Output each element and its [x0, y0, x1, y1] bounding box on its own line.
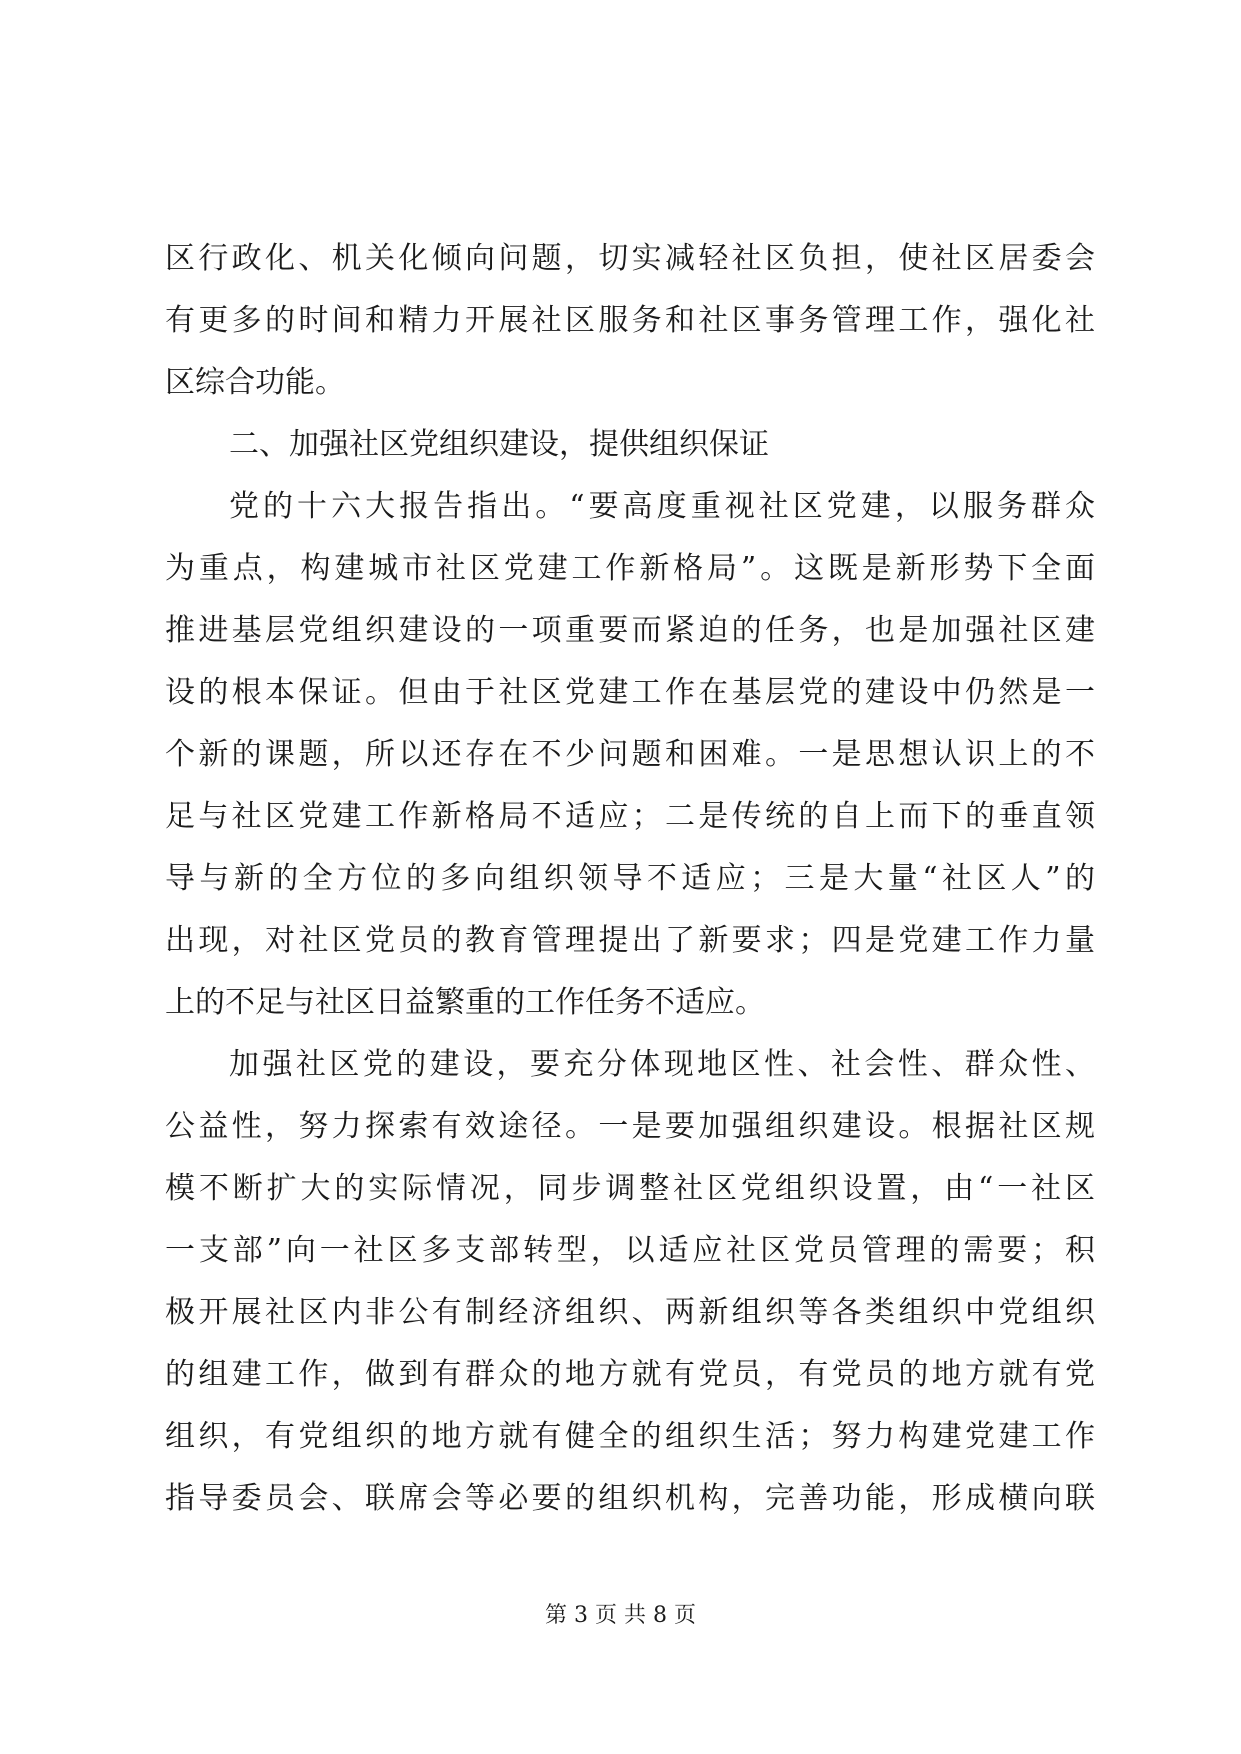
text-line: 一支部”向一社区多支部转型，以适应社区党员管理的需要；积 [165, 1233, 1095, 1268]
text-line: 指导委员会、联席会等必要的组织机构，完善功能，形成横向联 [165, 1481, 1095, 1516]
text-line: 公益性，努力探索有效途径。一是要加强组织建设。根据社区规 [165, 1109, 1095, 1144]
text-line: 极开展社区内非公有制经济组织、两新组织等各类组织中党组织 [165, 1295, 1095, 1330]
text-line: 导与新的全方位的多向组织领导不适应；三是大量“社区人”的 [165, 861, 1095, 896]
text-line: 组织，有党组织的地方就有健全的组织生活；努力构建党建工作 [165, 1419, 1095, 1454]
body-text [165, 228, 1095, 1530]
text-line: 设的根本保证。但由于社区党建工作在基层党的建设中仍然是一 [165, 675, 1095, 710]
text-line: 上的不足与社区日益繁重的工作任务不适应。 [165, 985, 765, 1020]
text-line: 模不断扩大的实际情况，同步调整社区党组织设置，由“一社区 [165, 1171, 1095, 1206]
text-line: 党的十六大报告指出。“要高度重视社区党建，以服务群众 [229, 489, 1095, 524]
text-line: 区行政化、机关化倾向问题，切实减轻社区负担，使社区居委会 [165, 241, 1095, 276]
section-heading: 二、加强社区党组织建设，提供组织保证 [229, 427, 769, 462]
text-line: 为重点，构建城市社区党建工作新格局”。这既是新形势下全面 [165, 551, 1095, 586]
text-line: 足与社区党建工作新格局不适应；二是传统的自上而下的垂直领 [165, 799, 1095, 834]
text-line: 区综合功能。 [165, 365, 345, 400]
page-number-footer: 第 3 页 共 8 页 [545, 1603, 696, 1628]
text-line: 出现，对社区党员的教育管理提出了新要求；四是党建工作力量 [165, 923, 1095, 958]
text-line: 有更多的时间和精力开展社区服务和社区事务管理工作，强化社 [165, 303, 1095, 338]
text-line: 加强社区党的建设，要充分体现地区性、社会性、群众性、 [229, 1047, 1095, 1082]
text-line: 的组建工作，做到有群众的地方就有党员，有党员的地方就有党 [165, 1357, 1095, 1392]
text-line: 推进基层党组织建设的一项重要而紧迫的任务，也是加强社区建 [165, 613, 1095, 648]
text-line: 个新的课题，所以还存在不少问题和困难。一是思想认识上的不 [165, 737, 1095, 772]
